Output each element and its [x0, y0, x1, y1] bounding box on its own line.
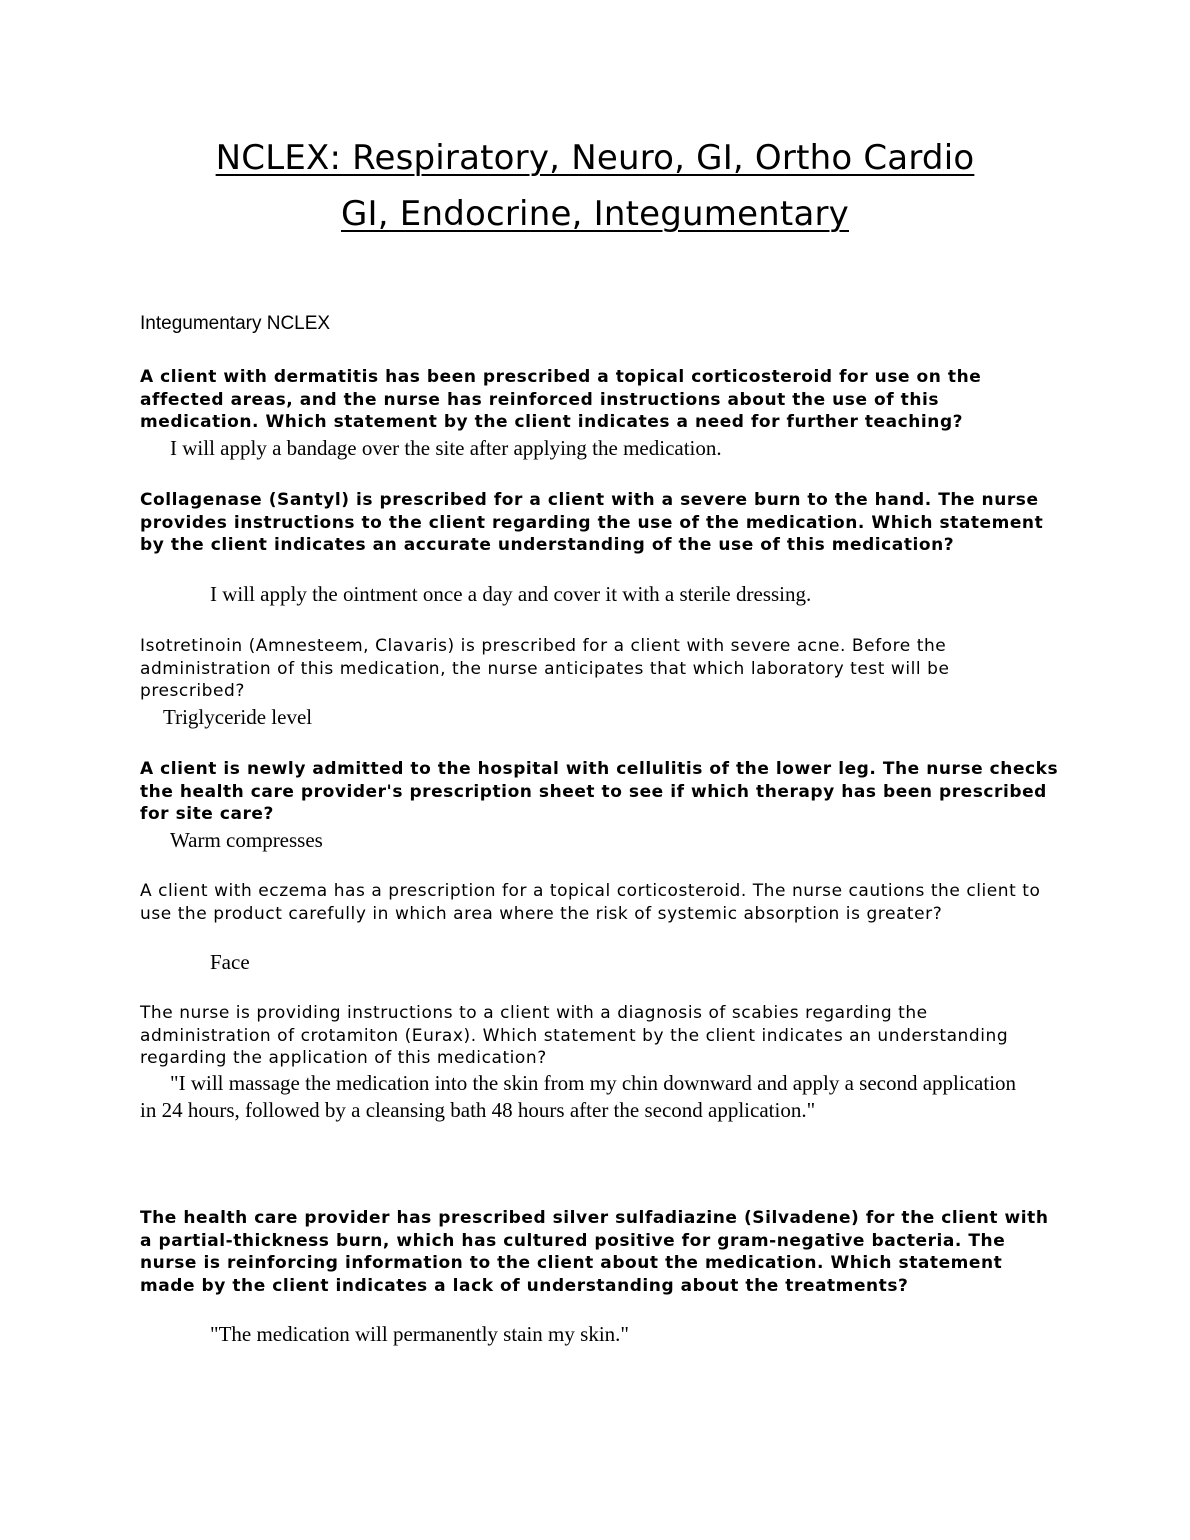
- answer-4: Warm compresses: [170, 828, 323, 852]
- answer-5: Face: [210, 950, 250, 974]
- document-title-line-2: GI, Endocrine, Integumentary: [340, 194, 849, 234]
- question-7: The health care provider has prescribed silver sulfadiazine (Silvadene) for the client with a partial-thickness burn, which has cultured positive for gram-negative bacteria. The nurse is reinforcing information to the client about the medication. Which statement made by the client indicates a lack of understanding about the treatments?: [140, 1208, 1049, 1296]
- question-1: A client with dermatitis has been prescribed a topical corticosteroid for use on the affected areas, and the nurse has reinforced instructions about the use of this medication. Which statement by the client indicates a need for further teaching?: [140, 367, 982, 432]
- question-2: Collagenase (Santyl) is prescribed for a client with a severe burn to the hand. The nurse provides instructions to the client regarding the use of the medication. Which statement by the client indicates an accurate understanding of the use of this medication?: [140, 490, 1044, 555]
- answer-7: "The medication will permanently stain my skin.": [210, 1322, 629, 1346]
- document-title-line-1: NCLEX: Respiratory, Neuro, GI, Ortho Cardio: [215, 138, 975, 178]
- question-4: A client is newly admitted to the hospital with cellulitis of the lower leg. The nurse checks the health care provider's prescription sheet to see if which therapy has been prescribed for site care?: [140, 759, 1059, 824]
- answer-6: "I will massage the medication into the skin from my chin downward and apply a second application in 24 hours, followed by a cleansing bath 48 hours after the second application.": [140, 1071, 1017, 1122]
- answer-2: I will apply the ointment once a day and cover it with a sterile dressing.: [210, 582, 812, 606]
- question-3: Isotretinoin (Amnesteem, Clavaris) is prescribed for a client with severe acne. Before the administration of this medication, the nurse anticipates that which laboratory test will be prescribed?: [140, 636, 950, 701]
- answer-1: I will apply a bandage over the site after applying the medication.: [170, 436, 722, 460]
- question-6: The nurse is providing instructions to a client with a diagnosis of scabies regarding the administration of crotamiton (Eurax). Which statement by the client indicates an understanding regarding the application of this medication?: [140, 1003, 1009, 1068]
- answer-3: Triglyceride level: [163, 705, 313, 729]
- section-heading: Integumentary NCLEX: [140, 313, 331, 334]
- question-5: A client with eczema has a prescription for a topical corticosteroid. The nurse cautions the client to use the product carefully in which area where the risk of systemic absorption is greater?: [140, 881, 1041, 924]
